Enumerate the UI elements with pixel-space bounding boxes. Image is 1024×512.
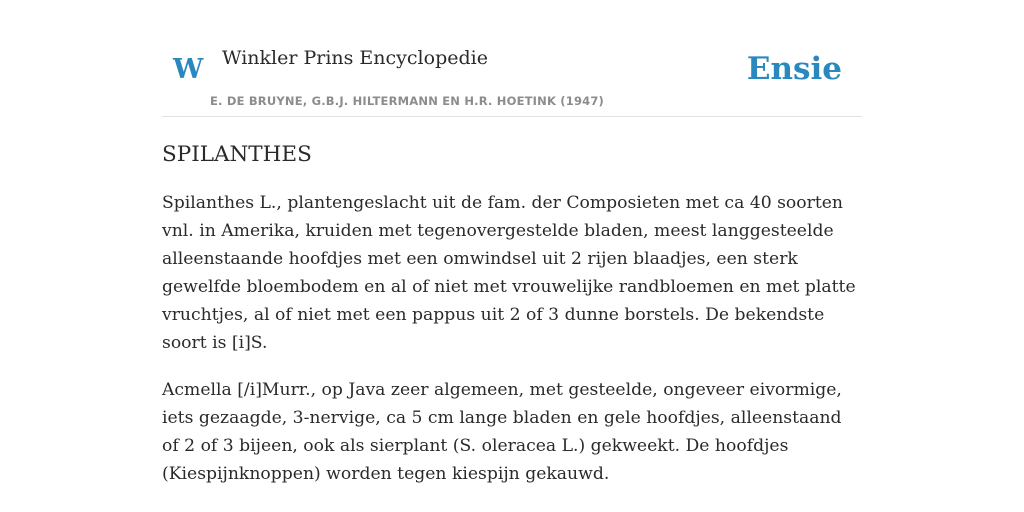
publication-authors: E. DE BRUYNE, G.B.J. HILTERMANN EN H.R. HOETINK (1947) bbox=[210, 94, 605, 108]
article-paragraph: Acmella [/i]Murr., op Java zeer algemeen, met gesteelde, ongeveer eivormige, iets gezaagde, 3-nervige, ca 5 cm lange bladen en gele hoofdjes, alleenstaand of 2 of 3 bijeen, ook als sierplant (S. oleracea L.) gekweekt. De hoofdjes (Kiespijnknoppen) worden tegen kiespijn gekauwd. bbox=[162, 380, 842, 484]
publication-header bbox=[162, 0, 862, 117]
article-body bbox=[162, 140, 862, 507]
winkler-prins-logo[interactable]: W bbox=[173, 54, 204, 85]
publication-title-link[interactable]: Winkler Prins Encyclopedie bbox=[222, 47, 488, 69]
ensie-brand-logo[interactable]: Ensie bbox=[746, 51, 842, 87]
article-headword: SPILANTHES bbox=[162, 142, 312, 167]
article-paragraph: Spilanthes L., plantengeslacht uit de fam. der Composieten met ca 40 soorten vnl. in Amerika, kruiden met tegenovergestelde bladen, meest langgesteelde alleenstaande hoofdjes met een omwindsel uit 2 rijen blaadjes, een sterk gewelfde bloembodem en al of niet met vrouwelijke randbloemen en met platte vruchtjes, al of niet met een pappus uit 2 of 3 dunne borstels. De bekendste soort is [i]S. bbox=[162, 193, 856, 353]
